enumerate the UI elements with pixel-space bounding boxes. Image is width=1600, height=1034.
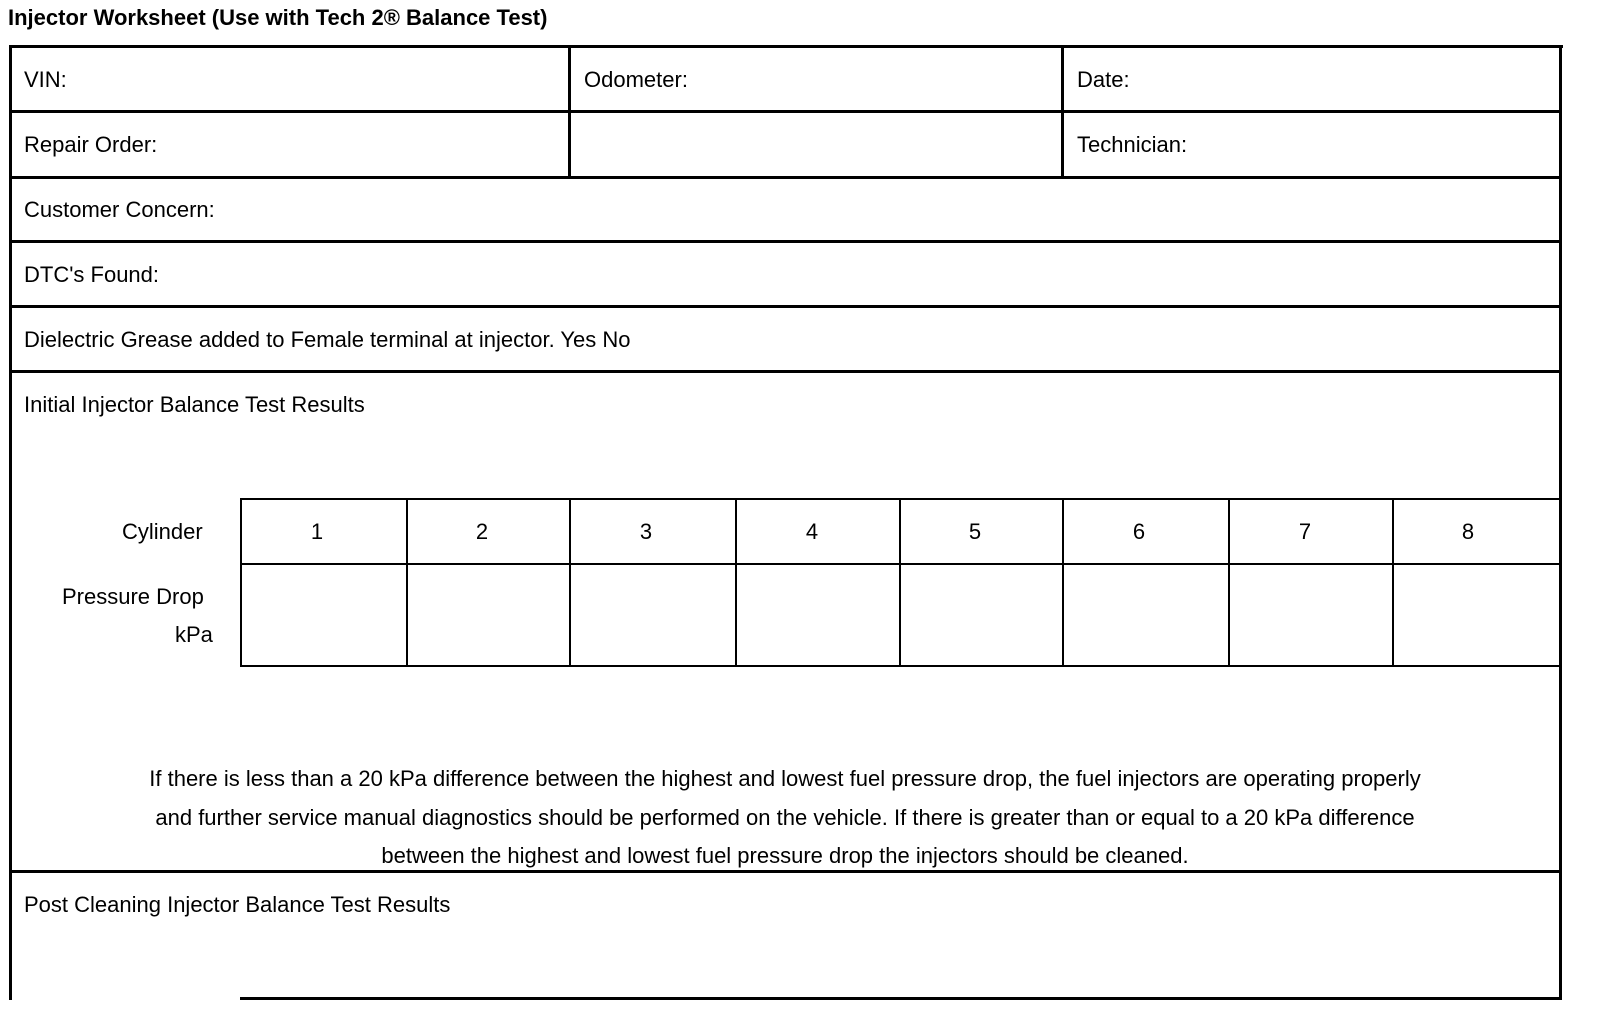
- vin-label: VIN:: [24, 67, 67, 92]
- odometer-label: Odometer:: [584, 67, 688, 92]
- cylinder-number: 5: [968, 519, 982, 544]
- cylinder-number: 6: [1132, 519, 1146, 544]
- cylinder-number: 2: [475, 519, 489, 544]
- cylinder-number: 3: [639, 519, 653, 544]
- table-col-line: [1228, 498, 1230, 667]
- column-divider: [1061, 45, 1064, 178]
- note-line: and further service manual diagnostics should be performed on the vehicle. If there is greater than or equal to a 20 kPa difference: [155, 804, 1415, 830]
- table-col-line: [569, 498, 571, 667]
- pressure-drop-row-label: Pressure Drop: [62, 584, 204, 609]
- pressure-unit-label: kPa: [175, 622, 213, 647]
- column-divider: [568, 45, 571, 178]
- table-col-line: [735, 498, 737, 667]
- worksheet-title: Injector Worksheet (Use with Tech 2® Balance Test): [8, 5, 548, 30]
- frame-top: [9, 45, 1563, 48]
- bottom-line: [240, 997, 1562, 1000]
- table-col-line: [1062, 498, 1064, 667]
- dielectric-grease-question: Dielectric Grease added to Female terminal at injector. Yes No: [24, 327, 631, 352]
- repair-order-label: Repair Order:: [24, 132, 158, 157]
- post-cleaning-results-heading: Post Cleaning Injector Balance Test Results: [24, 892, 451, 917]
- cylinder-number: 8: [1461, 519, 1475, 544]
- table-col-line: [1392, 498, 1394, 667]
- table-col-line: [406, 498, 408, 667]
- row-divider: [9, 370, 1562, 373]
- note-line: between the highest and lowest fuel pressure drop the injectors should be cleaned.: [381, 843, 1189, 868]
- date-label: Date:: [1077, 67, 1130, 92]
- row-divider: [9, 110, 1562, 113]
- table-col-line: [240, 498, 242, 667]
- technician-label: Technician:: [1077, 132, 1188, 157]
- cylinder-number: 1: [310, 519, 324, 544]
- dtcs-found-label: DTC's Found:: [24, 262, 160, 287]
- note-line: If there is less than a 20 kPa difference between the highest and lowest fuel pressure drop, the fuel injectors are operating properly: [149, 766, 1421, 791]
- row-divider: [9, 176, 1562, 179]
- initial-results-heading: Initial Injector Balance Test Results: [24, 392, 365, 417]
- table-col-line: [899, 498, 901, 667]
- cylinder-row-label: Cylinder: [122, 519, 203, 544]
- customer-concern-label: Customer Concern:: [24, 197, 215, 222]
- row-divider: [9, 240, 1562, 243]
- instruction-note: [10, 760, 1560, 876]
- row-divider: [9, 305, 1562, 308]
- cylinder-number: 7: [1298, 519, 1312, 544]
- cylinder-number: 4: [805, 519, 819, 544]
